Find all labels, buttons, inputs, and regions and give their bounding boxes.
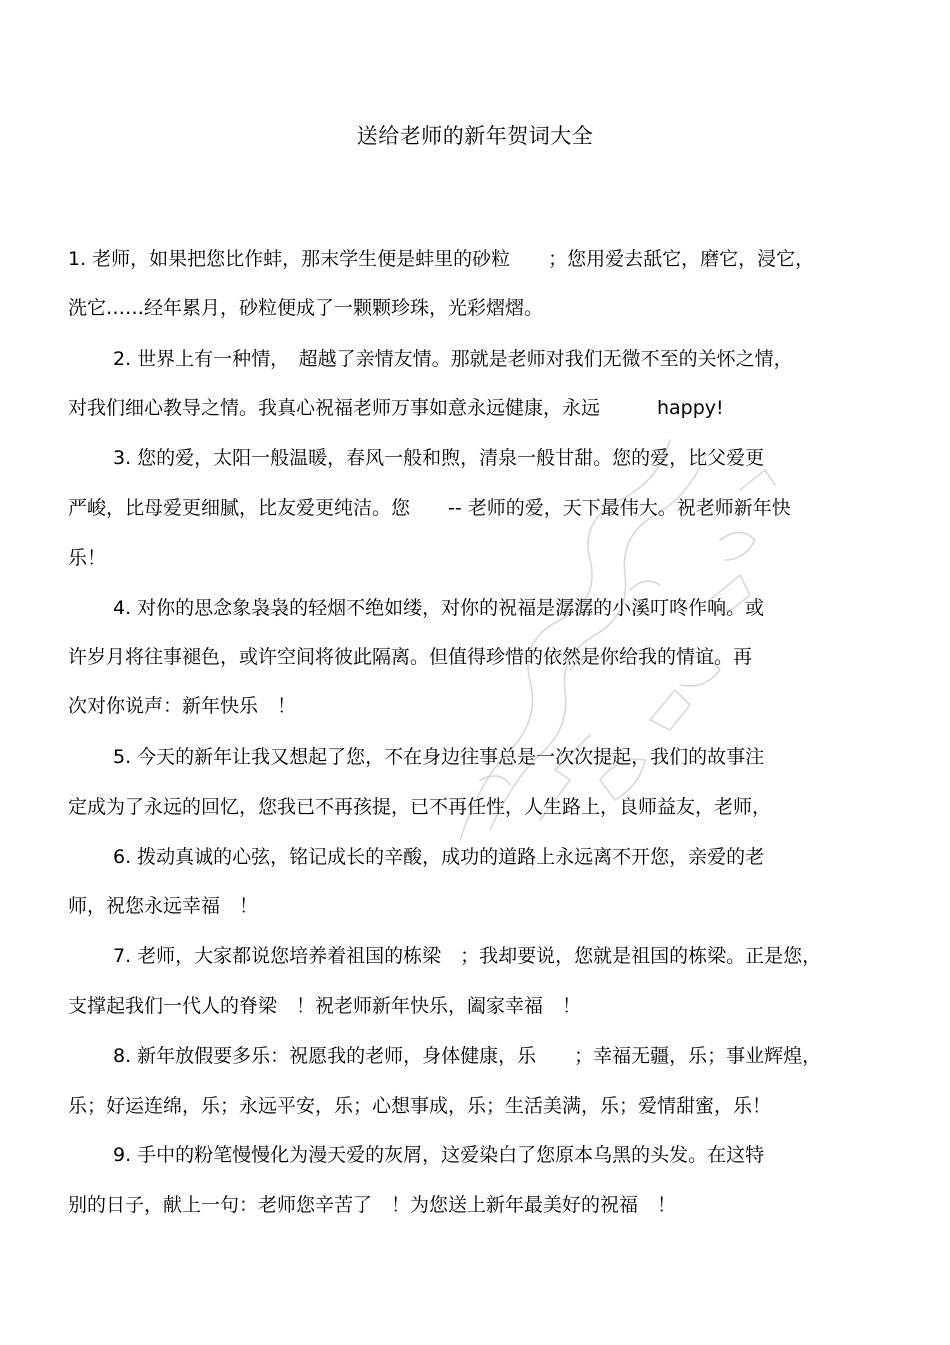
paragraph-4-line-3: 次对你说声：新年快乐 ！ — [68, 695, 297, 717]
paragraph-4-line-2: 许岁月将往事褪色，或许空间将彼此隔离。但值得珍惜的依然是你给我的情谊。再 — [68, 646, 753, 668]
paragraph-7-line-1: 7. 老师，大家都说您培养着祖国的栋梁 ；我却要说，您就是祖国的栋梁。正是您， — [113, 945, 822, 967]
paragraph-3-line-2: 严峻，比母爱更细腻，比友爱更纯洁。您 -- 老师的爱，天下最伟大。祝老师新年快 — [68, 497, 791, 519]
paragraph-6-line-1: 6. 拨动真诚的心弦，铭记成长的辛酸，成功的道路上永远离不开您，亲爱的老 — [113, 846, 765, 868]
paragraph-9-line-2: 别的日子，献上一句：老师您辛苦了 ！为您送上新年最美好的祝福 ！ — [68, 1194, 677, 1216]
paragraph-1-line-1: 1. 老师，如果把您比作蚌，那末学生便是蚌里的砂粒 ；您用爱去舐它，磨它，浸它， — [68, 248, 815, 270]
paragraph-5-line-2: 定成为了永远的回忆，您我已不再孩提，已不再任性，人生路上，良师益友，老师， — [68, 796, 772, 818]
document-title: 送给老师的新年贺词大全 — [356, 124, 594, 148]
paragraph-4-line-1: 4. 对你的思念象袅袅的轻烟不绝如缕，对你的祝福是潺潺的小溪叮咚作响。或 — [113, 597, 765, 619]
paragraph-2-line-1: 2. 世界上有一种情， 超越了亲情友情。那就是老师对我们无微不至的关怀之情， — [113, 348, 793, 370]
paragraph-7-line-2: 支撑起我们一代人的脊梁 ！祝老师新年快乐，阖家幸福 ！ — [68, 995, 582, 1017]
paragraph-8-line-2: 乐；好运连绵，乐；永远平安，乐；心想事成，乐；生活美满，乐；爱情甜蜜，乐！ — [68, 1095, 772, 1117]
paragraph-6-line-2: 师，祝您永远幸福 ！ — [68, 895, 259, 917]
paragraph-2-line-2: 对我们细心教导之情。我真心祝福老师万事如意永远健康，永远 happy! — [68, 397, 724, 419]
paragraph-1-line-2: 洗它……经年累月，砂粒便成了一颗颗珍珠，光彩熠熠。 — [68, 297, 544, 319]
paragraph-5-line-1: 5. 今天的新年让我又想起了您，不在身边往事总是一次次提起，我们的故事注 — [113, 746, 765, 768]
paragraph-9-line-1: 9. 手中的粉笔慢慢化为漫天爱的灰屑，这爱染白了您原本乌黑的头发。在这特 — [113, 1144, 765, 1166]
paragraph-3-line-3: 乐！ — [68, 547, 107, 569]
paragraph-8-line-1: 8. 新年放假要多乐：祝愿我的老师，身体健康，乐 ；幸福无疆，乐；事业辉煌， — [113, 1045, 822, 1067]
paragraph-3-line-1: 3. 您的爱，太阳一般温暖，春风一般和煦，清泉一般甘甜。您的爱，比父爱更 — [113, 447, 765, 469]
